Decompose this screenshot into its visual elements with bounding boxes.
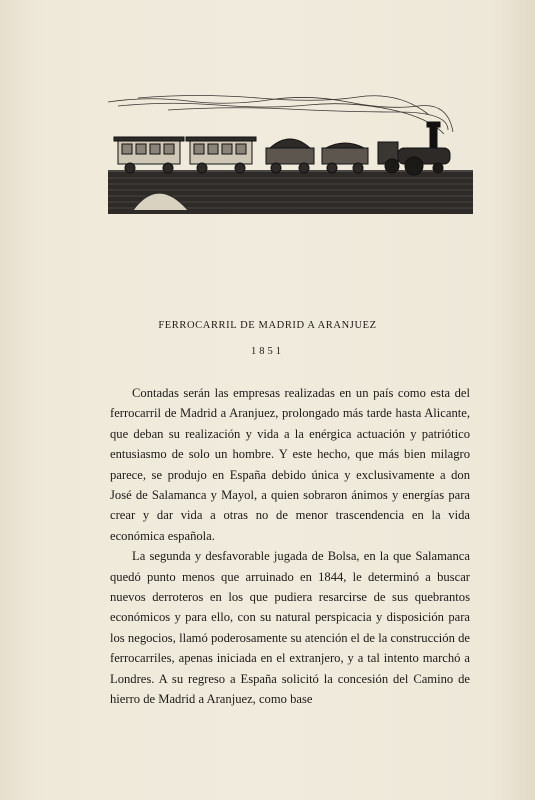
section-year: 1851 — [251, 346, 284, 357]
paragraph: La segunda y desfavorable jugada de Bolsa, en la que Salamanca quedó punto menos que arruinado en 1844, le determinó a buscar nuevos derroteros en los que pudiera resarcirse de sus quebrantos económicos y para ello, con su natural perspicacia y disposición para los negocios, llamó poderosamente su atención el de la construcción de ferrocarriles, apenas iniciada en el extranjero, y a tal intento marchó a Londres. A su regreso a España solicitó la concesión del Camino de hierro de Madrid a Aranjuez, como base — [110, 549, 470, 707]
train-engraving — [108, 92, 473, 214]
smoke-plume — [108, 96, 453, 135]
section-title: FERROCARRIL DE MADRID A ARANJUEZ — [158, 320, 377, 331]
paragraph: Contadas serán las empresas realizadas en un país como esta del ferrocarril de Madrid a Aranjuez, prolongado más tarde hasta Alicante, que deban su realización y vida a la enérgica actuación y patriótico entusiasmo de solo un hombre. Y este hecho, que más bien milagro parece, se produjo en España debido única y exclusivamente a don José de Salamanca y Mayol, a quien sobraron ánimos y energías para crear y dar vida a otras no de menor trascendencia en la vida económica española. — [110, 386, 470, 543]
body-text — [110, 383, 470, 710]
passenger-car — [114, 137, 184, 173]
freight-wagon — [322, 143, 368, 173]
freight-wagon — [266, 139, 314, 173]
passenger-car — [186, 137, 256, 173]
